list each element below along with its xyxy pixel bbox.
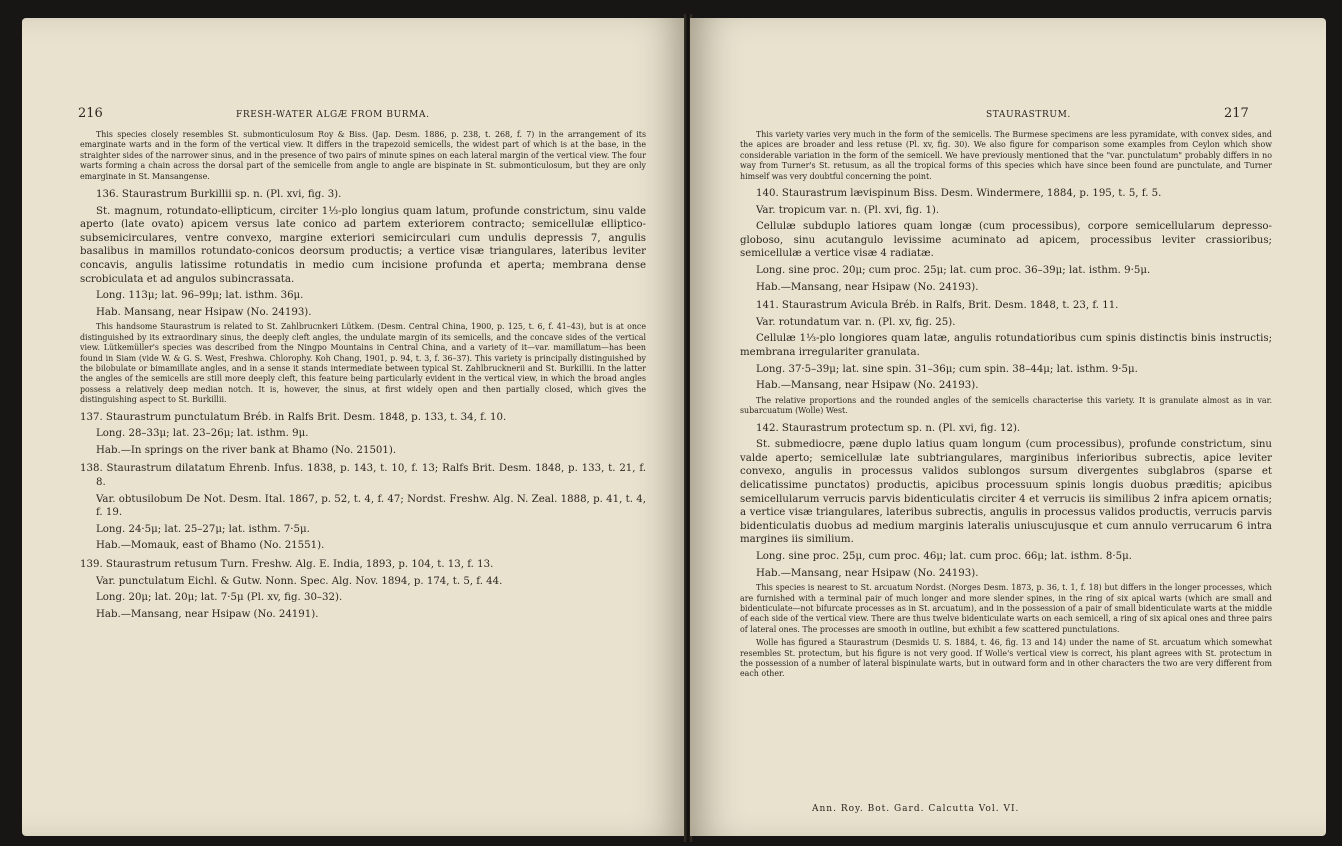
page-footer: Ann. Roy. Bot. Gard. Calcutta Vol. VI. [812, 804, 1020, 814]
paragraph: This variety varies very much in the form of the semicells. The Burmese specimens are less pyramidate, with convex sides, and the apices are broader and less retuse (Pl. xv, fig. 30). We also figure for comparison some examples from Ceylon which show considerable variation in the form of the semicell. We have previously mentioned that the "var. punctulatum" probably differs in no way from Turner's St. retusum, as all the tropical forms of this species which have since been found are punctulate, and Turner himself was very doubtful concerning the point. [740, 130, 1272, 181]
right-page [690, 18, 1326, 836]
paragraph: The relative proportions and the rounded angles of the semicells characterise this variety. It is granulate almost as in var. subarcuatum (Wolle) West. [740, 395, 1272, 416]
paragraph: This species closely resembles St. submonticulosum Roy & Biss. (Jap. Desm. 1886, p. 238, t. 268, f. 7) in the arrangement of its emarginate warts and in the form of the vertical view. It differs in the trapezoid semicells, the widest part of which is at the base, in the straighter sides of the narrower sinus, and in the presence of two pairs of minute spines on each lateral margin of the vertical view. The four warts forming a chain across the dorsal part of the semicelle from angle to angle are bispinate in St. submonticulosum, but they are only emarginate in St. Mansangense. [80, 130, 646, 181]
habitat: Hab.—In springs on the river bank at Bhamo (No. 21501). [96, 444, 397, 456]
latin-description: Cellulæ subduplo latiores quam longæ (cum processibus), corpore semicellularum depresso-globoso, sinu acutangulo levissime acuminato ad apicem, processibus leviter crassioribus; semicellulæ a vertice visæ 4 radiatæ. [740, 221, 1272, 260]
measurements: Long. 24·5μ; lat. 25–27μ; lat. isthm. 7·5μ. [96, 523, 310, 535]
running-head: STAURASTRUM. [986, 110, 1071, 120]
paragraph: This handsome Staurastrum is related to St. Zahlbrucnkeri Lütkem. (Desm. Central China, 1900, p. 125, t. 6, f. 41–43), but is at once distinguished by its extraordinary sinus, the deeply cleft angles, the undulate margin of its semicells, and the concave sides of the vertical view. Lütkemüller's species was described from the Ningpo Mountains in Central China, and a variety of it—var. mamillatum—has been found in Siam (vide W. & G. S. West, Freshwa. Chlorophy. Koh Chang, 1901, p. 94, t. 3, f. 36–37). This variety is principally distinguished by the bilobulate or bimamillate angles, and in a sense it stands intermediate between typical St. Zahlbrucknerii and St. Burkillii. In the latter the angles of the semicells are still more deeply cleft, this feature being particularly evident in the vertical view, in which the broad angles possess a relatively deep median notch. It is, however, the sinus, at first widely open and then partially closed, which gives the distinguishing aspect to St. Burkillii. [80, 322, 646, 405]
page-number: 217 [1224, 106, 1249, 121]
species-heading: 140. Staurastrum lævispinum Biss. Desm. Windermere, 1884, p. 195, t. 5, f. 5. [756, 188, 1162, 200]
paragraph: Wolle has figured a Staurastrum (Desmids U. S. 1884, t. 46, fig. 13 and 14) under the name of St. arcuatum which somewhat resembles St. protectum, but his figure is not very good. If Wolle's vertical view is correct, his plant agrees with St. protectum in the possession of a number of lateral bispinulate warts, but in outward form and in other characters the two are very different from each other. [740, 638, 1272, 679]
paragraph: This species is nearest to St. arcuatum Nordst. (Norges Desm. 1873, p. 36, t. 1, f. 18) but differs in the longer processes, which are furnished with a terminal pair of much longer and more slender spines, in the ring of six apical warts (which are small and bidenticulate—not bifurcate processes as in St. arcuatum), and in the possession of a pair of small bidenticulate warts at the middle of each side of the vertical view. There are thus twelve bidenticulate warts on each semicell, a ring of six apical ones and three pairs of lateral ones. The processes are smooth in outline, but exhibit a few scattered punctulations. [740, 583, 1272, 634]
habitat: Hab.—Mansang, near Hsipaw (No. 24193). [756, 567, 979, 579]
running-head: FRESH-WATER ALGÆ FROM BURMA. [236, 110, 430, 120]
species-heading: 138. Staurastrum dilatatum Ehrenb. Infus. 1838, p. 143, t. 10, f. 13; Ralfs Brit. Desm. 1848, p. 133, t. 21, f. 8. [80, 463, 646, 488]
measurements: Long. 113μ; lat. 96–99μ; lat. isthm. 36μ. [96, 290, 304, 302]
left-page [22, 18, 686, 836]
species-heading: 139. Staurastrum retusum Turn. Freshw. Alg. E. India, 1893, p. 104, t. 13, f. 13. [80, 558, 494, 570]
species-heading: 136. Staurastrum Burkillii sp. n. (Pl. xvi, fig. 3). [96, 189, 342, 201]
measurements: Long. sine proc. 20μ; cum proc. 25μ; lat. cum proc. 36–39μ; lat. isthm. 9·5μ. [756, 265, 1151, 276]
left-text-column [80, 130, 646, 624]
habitat: Hab.—Mansang, near Hsipaw (No. 24191). [96, 608, 319, 620]
species-heading: 142. Staurastrum protectum sp. n. (Pl. xvi, fig. 12). [756, 422, 1021, 434]
latin-description: Cellulæ 1⅓-plo longiores quam latæ, angulis rotundatioribus cum spinis distinctis binis instructis; membrana irregulariter granulata. [740, 333, 1272, 358]
latin-description: St. magnum, rotundato-ellipticum, circiter 1⅓-plo longius quam latum, profunde constrictum, sinu valde aperto (late ovato) apicem versus late conico ad partem exteriorem contracto; semicellulæ elliptico-subsemicirculares, ventre convexo, margine exteriori semicirculari cum undulis depressis 7, angulis basalibus in mamillos rotundato-conicos deorsum productis; a vertice visæ triangulares, lateribus leviter concavis, angulis latissime rotundatis in medio cum incisione profunda et aperta; membrana dense scrobiculata et ad angulos subincrassata. [80, 205, 646, 285]
species-heading: 137. Staurastrum punctulatum Bréb. in Ralfs Brit. Desm. 1848, p. 133, t. 34, f. 10. [80, 411, 507, 423]
page-number: 216 [78, 106, 103, 121]
measurements: Long. 37·5–39μ; lat. sine spin. 31–36μ; cum spin. 38–44μ; lat. isthm. 9·5μ. [756, 363, 1138, 375]
right-text-column [740, 130, 1272, 683]
habitat: Hab.—Momauk, east of Bhamo (No. 21551). [96, 540, 325, 552]
measurements: Long. 28–33μ; lat. 23–26μ; lat. isthm. 9μ. [96, 428, 309, 440]
variety-heading: Var. obtusilobum De Not. Desm. Ital. 1867, p. 52, t. 4, f. 47; Nordst. Freshw. Alg. N. Zeal. 1888, p. 41, t. 4, f. 19. [96, 493, 646, 519]
habitat: Hab.—Mansang, near Hsipaw (No. 24193). [756, 281, 979, 293]
habitat: Hab.—Mansang, near Hsipaw (No. 24193). [756, 380, 979, 392]
measurements: Long. 20μ; lat. 20μ; lat. 7·5μ (Pl. xv, fig. 30–32). [96, 592, 343, 604]
variety-heading: Var. tropicum var. n. (Pl. xvi, fig. 1). [756, 204, 940, 216]
variety-heading: Var. punctulatum Eichl. & Gutw. Nonn. Spec. Alg. Nov. 1894, p. 174, t. 5, f. 44. [96, 575, 503, 587]
species-heading: 141. Staurastrum Avicula Bréb. in Ralfs, Brit. Desm. 1848, t. 23, f. 11. [756, 300, 1119, 312]
habitat: Hab. Mansang, near Hsipaw (No. 24193). [96, 306, 312, 318]
measurements: Long. sine proc. 25μ, cum proc. 46μ; lat. cum proc. 66μ; lat. isthm. 8·5μ. [756, 550, 1132, 562]
variety-heading: Var. rotundatum var. n. (Pl. xv, fig. 25). [756, 316, 956, 328]
latin-description: St. submediocre, pæne duplo latius quam longum (cum processibus), profunde constrictum, sinu valde aperto; semicellulæ late subtriangulares, marginibus inferioribus subrectis, apice leviter convexo, angulis in processus validos sublongos sursum divergentes subglabros (sparse et delicatissime punctatos) productis, apicibus processuum spinis longis duobus præditis; apicibus semicellularum verrucis parvis bidenticulatis circiter 4 et verrucis iis similibus 2 infra apicem ornatis; a vertice visæ triangulares, lateribus subrectis, angulis in processus validos productis, verrucis parvis bidenticulatis duobus ad medium marginis lateralis uniuscujusque et cum annulo verrucarum 6 intra margines iis similium. [740, 439, 1272, 546]
